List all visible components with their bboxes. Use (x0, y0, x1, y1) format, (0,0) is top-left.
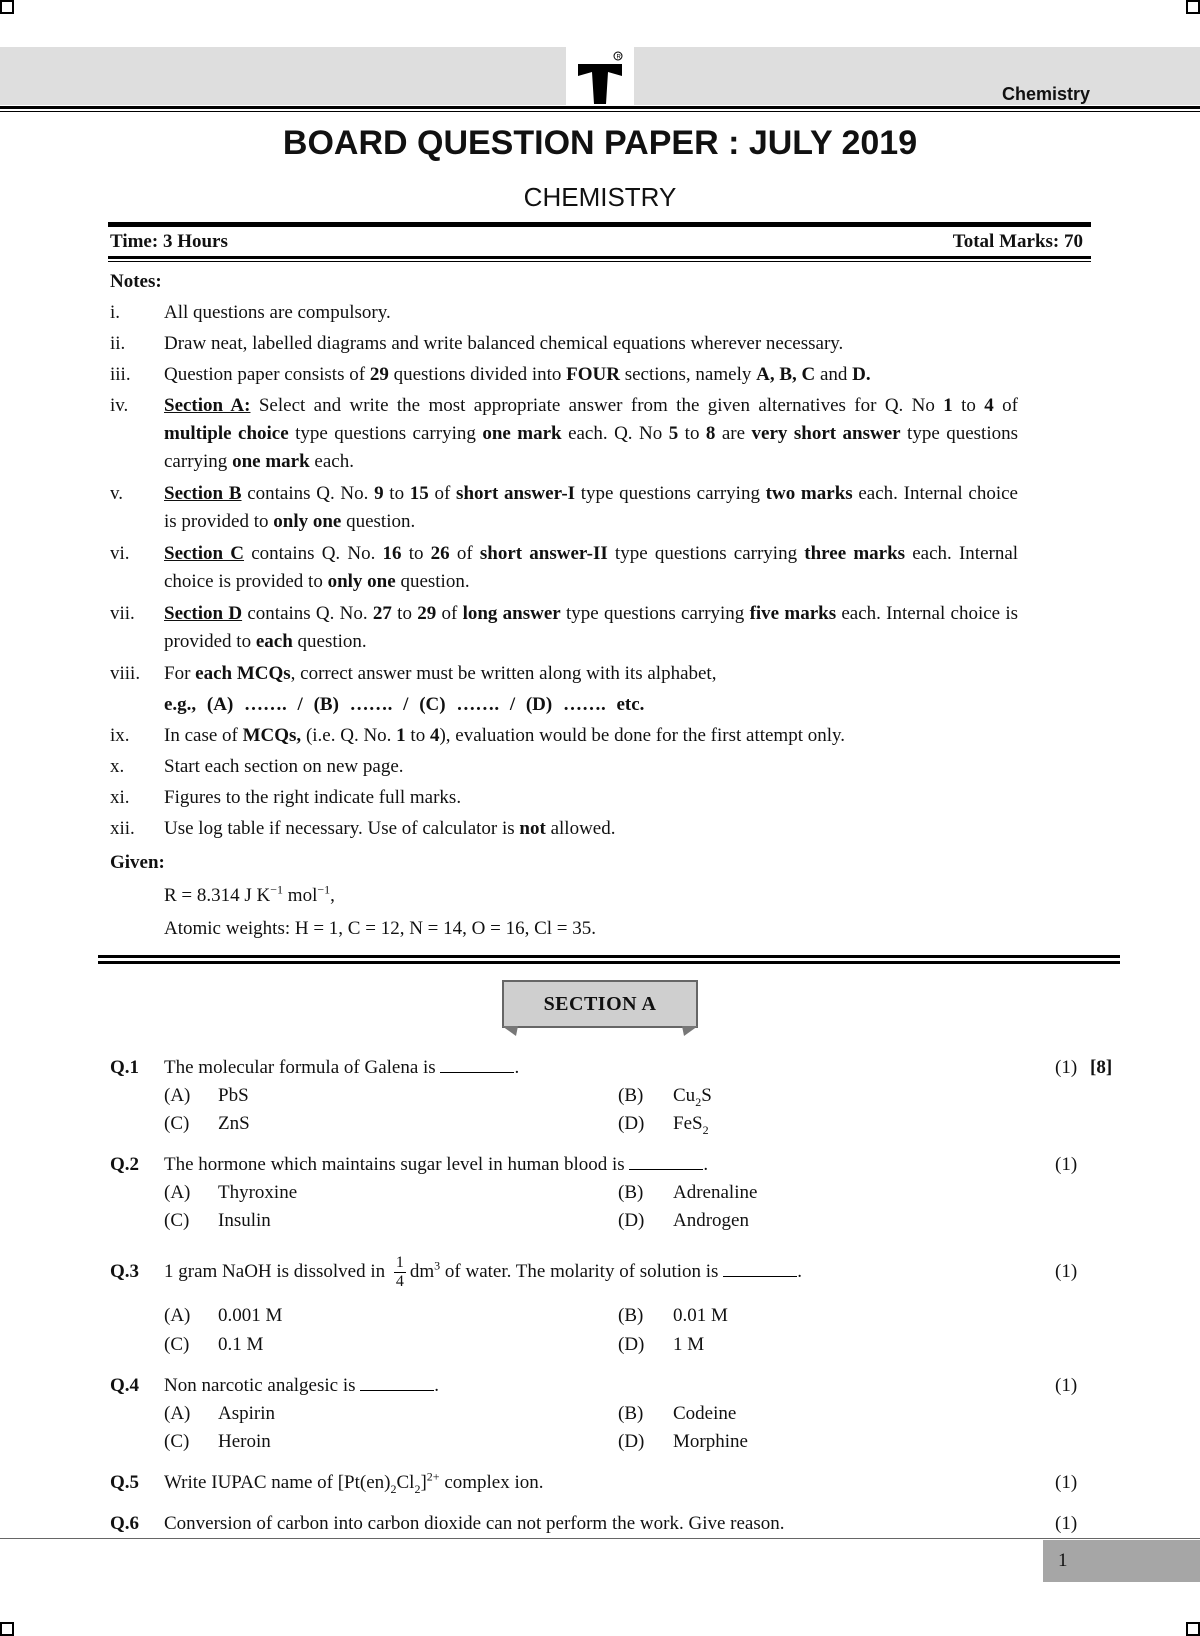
question-number: Q.1 (110, 1057, 140, 1078)
question-text: Write IUPAC name of $[Pt(en)_2Cl_2]^{2+}$ complex ion. (164, 1469, 544, 1496)
option-text: 1 M (673, 1334, 705, 1355)
question-marks: (1) (1055, 1154, 1078, 1175)
question-number: Q.5 (110, 1472, 140, 1493)
crop-mark-top-left (0, 0, 14, 14)
note-text: All questions are compulsory. (164, 302, 391, 323)
option-text: Adrenaline (673, 1182, 758, 1203)
option-label: (A) (164, 1403, 191, 1424)
section-rule (98, 955, 1120, 958)
note-number: vi. (110, 543, 130, 564)
section-rule-2 (98, 961, 1120, 964)
section-banner-tabs (502, 1026, 698, 1038)
option-label: (D) (618, 1431, 645, 1452)
section-marks: [8] (1090, 1057, 1113, 1078)
note-number: xi. (110, 787, 130, 808)
given-heading: Given: (110, 852, 165, 873)
note-text: Start each section on new page. (164, 756, 404, 777)
option-label: (B) (618, 1182, 644, 1203)
note-text: Figures to the right indicate full marks. (164, 787, 462, 808)
question-text: 1 gram NaOH is dissolved in $\frac{1}{4}$ $dm^3$ of water. The molarity of solution is . (164, 1254, 802, 1291)
crop-mark-bottom-right (1186, 1622, 1200, 1636)
question-text: Non narcotic analgesic is . (164, 1375, 440, 1396)
option-text: Heroin (218, 1431, 271, 1452)
option-label: (A) (164, 1085, 191, 1106)
svg-text:R: R (616, 54, 621, 61)
option-text: PbS (218, 1085, 249, 1106)
option-text: ZnS (218, 1113, 250, 1134)
option-label: (A) (164, 1182, 191, 1203)
option-text: Aspirin (218, 1403, 275, 1424)
option-label: (C) (164, 1431, 190, 1452)
note-number: viii. (110, 663, 141, 684)
crop-mark-top-right (1186, 0, 1200, 14)
option-label: (A) (164, 1305, 191, 1326)
note-text: For each MCQs, correct answer must be written along with its alphabet, (164, 663, 717, 684)
note-text: Section A: Select and write the most appropriate answer from the given alternatives for Q. No 1 to 4 of multiple choice type questions carrying one mark each. Q. No 5 to 8 are very short answer type questions carrying one mark each. (164, 395, 1019, 472)
option-label: (D) (618, 1113, 645, 1134)
note-number: iii. (110, 364, 131, 385)
rule-mid (108, 256, 1091, 259)
note-number: ix. (110, 725, 130, 746)
note-number: x. (110, 756, 125, 777)
option-text: Insulin (218, 1210, 271, 1231)
note-text: In case of MCQs, (i.e. Q. No. 1 to 4), evaluation would be done for the first attempt only. (164, 725, 846, 746)
note-number: vii. (110, 603, 135, 624)
question-marks: (1) (1055, 1057, 1078, 1078)
question-text: Conversion of carbon into carbon dioxide can not perform the work. Give reason. (164, 1513, 785, 1534)
note-text: Section C contains Q. No. 16 to 26 of short answer-II type questions carrying three marks each. Internal choice is provided to only one question. (164, 543, 1019, 592)
option-label: (C) (164, 1113, 190, 1134)
note-text: Question paper consists of 29 questions divided into FOUR sections, namely A, B, C and D. (164, 364, 871, 385)
option-label: (C) (164, 1210, 190, 1231)
option-label: (C) (164, 1334, 190, 1355)
question-marks: (1) (1055, 1261, 1078, 1282)
question-number: Q.3 (110, 1261, 140, 1282)
note-number: xii. (110, 818, 135, 839)
option-label: (B) (618, 1403, 644, 1424)
question-number: Q.2 (110, 1154, 140, 1175)
notes-heading: Notes: (110, 271, 162, 292)
option-text: Thyroxine (218, 1182, 298, 1203)
option-text: Morphine (673, 1431, 748, 1452)
note-number: v. (110, 483, 124, 504)
subject-label: Chemistry (1001, 84, 1090, 104)
note-number: iv. (110, 395, 129, 416)
note-text: Section D contains Q. No. 27 to 29 of long answer type questions carrying five marks each. Internal choice is provided to each question. (164, 603, 1019, 652)
note-text: Draw neat, labelled diagrams and write balanced chemical equations wherever necessary. (164, 333, 844, 354)
header-rule (0, 106, 1200, 109)
footer-rule (0, 1538, 1200, 1539)
note-number: ii. (110, 333, 126, 354)
rule-top (108, 222, 1091, 227)
note-text: Use log table if necessary. Use of calculator is not allowed. (164, 818, 616, 839)
option-label: (D) (618, 1210, 645, 1231)
option-label: (B) (618, 1085, 644, 1106)
crop-mark-bottom-left (0, 1622, 14, 1636)
question-marks: (1) (1055, 1513, 1078, 1534)
question-marks: (1) (1055, 1375, 1078, 1396)
option-text: $Cu_2S$ (673, 1085, 712, 1109)
option-label: (B) (618, 1305, 644, 1326)
note-example: e.g., (A) ……. / (B) ……. / (C) ……. / (D) ……. etc. (164, 694, 645, 715)
question-text: The hormone which maintains sugar level in human blood is . (164, 1154, 709, 1175)
note-number: i. (110, 302, 121, 323)
question-marks: (1) (1055, 1472, 1078, 1493)
page-title: BOARD QUESTION PAPER : JULY 2019 (282, 124, 918, 162)
publisher-logo (566, 46, 634, 108)
header-rule-thin (0, 111, 1200, 112)
question-number: Q.6 (110, 1513, 140, 1534)
question-text: The molecular formula of Galena is . (164, 1057, 520, 1078)
given-gas-constant: R = 8.314 J $K^{-1}$ mol$^{-1}$, (164, 882, 335, 906)
option-label: (D) (618, 1334, 645, 1355)
option-text: FeS$_2$ (673, 1113, 709, 1137)
rule-mid-thin (108, 261, 1091, 262)
option-text: Androgen (673, 1210, 749, 1231)
page-subtitle: CHEMISTRY (523, 182, 677, 212)
page-number: 1 (1058, 1550, 1068, 1571)
time-label: Time: 3 Hours (110, 231, 228, 252)
note-text: Section B contains Q. No. 9 to 15 of short answer-I type questions carrying two marks each. Internal choice is provided to only one question. (164, 483, 1018, 532)
total-marks-label: Total Marks: 70 (952, 231, 1083, 252)
option-text: 0.01 M (673, 1305, 728, 1326)
given-atomic-weights: Atomic weights: H = 1, C = 12, N = 14, O = 16, Cl = 35. (164, 918, 596, 939)
option-text: 0.001 M (218, 1305, 283, 1326)
question-number: Q.4 (110, 1375, 140, 1396)
option-text: 0.1 M (218, 1334, 264, 1355)
option-text: Codeine (673, 1403, 737, 1424)
section-a-banner: SECTION A (502, 980, 698, 1028)
